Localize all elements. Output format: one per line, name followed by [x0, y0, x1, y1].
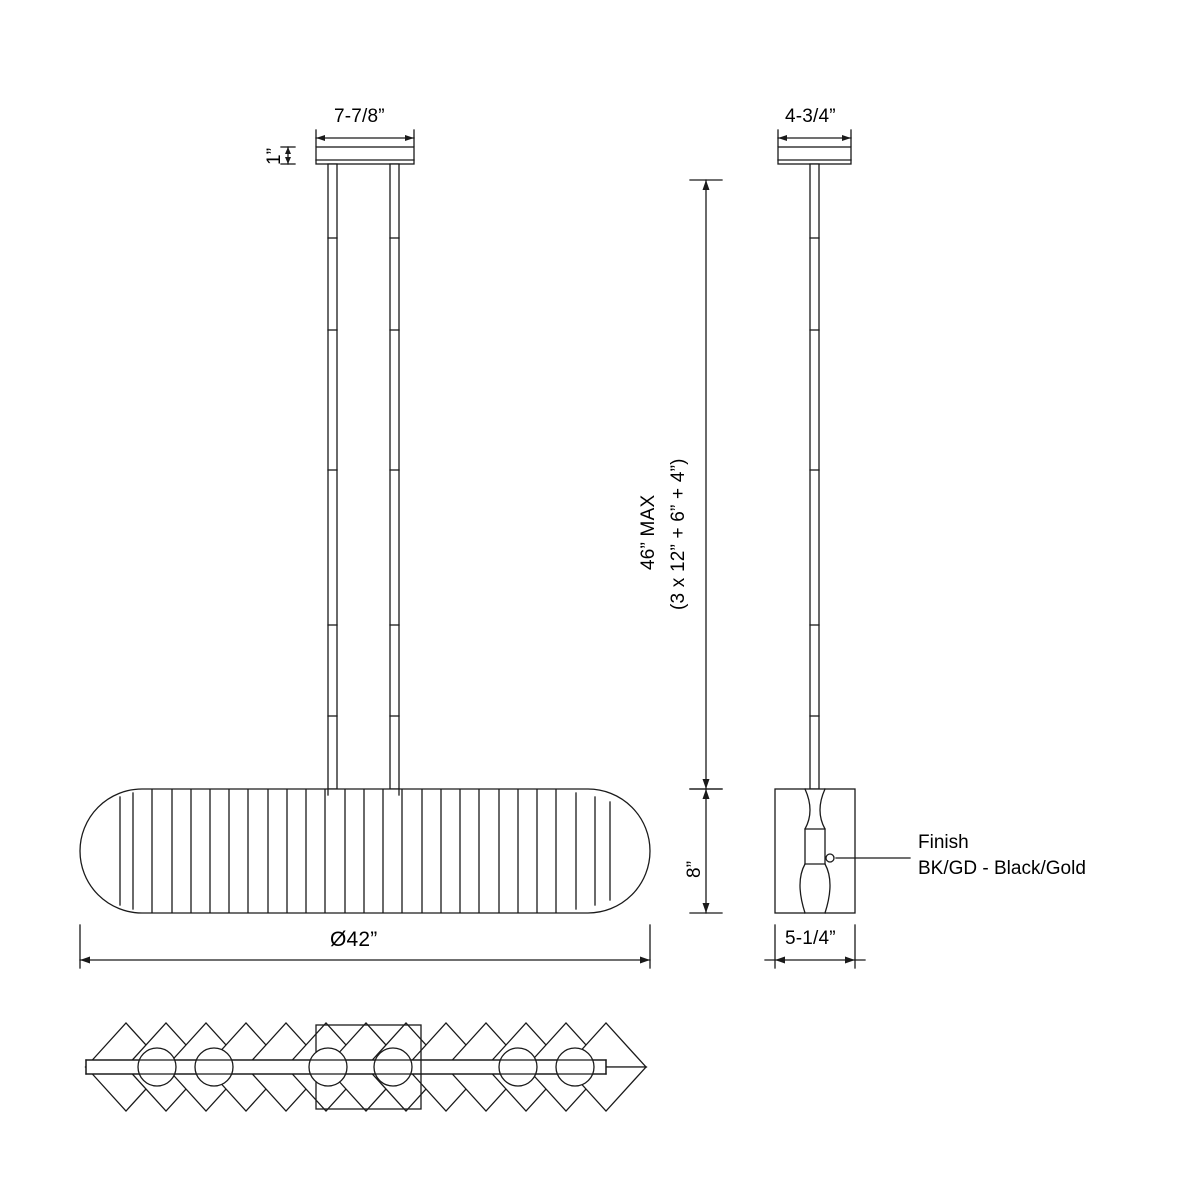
max-drop-breakdown-label: (3 x 12” + 6” + 4”) — [668, 458, 689, 610]
drop-dimension — [690, 180, 722, 789]
finish-callout — [918, 830, 1086, 882]
max-drop-label: 46” MAX — [638, 494, 659, 570]
side-view-group — [690, 130, 910, 968]
side-canopy-width-dimension — [778, 130, 851, 146]
front-stems — [328, 164, 399, 789]
front-view-group — [80, 130, 650, 968]
overall-length-label: Ø42” — [330, 928, 378, 951]
finish-option: BK/GD - Black/Gold — [918, 858, 1086, 879]
canopy-width-dimension — [316, 130, 414, 146]
fixture-height-label: 8” — [684, 860, 705, 878]
fixture-height-dimension — [690, 789, 722, 913]
finish-title: Finish — [918, 832, 969, 853]
plan-view-group — [86, 1023, 646, 1111]
side-stem — [810, 164, 819, 789]
front-fixture-body — [80, 789, 650, 913]
side-fixture-body — [775, 789, 855, 913]
fixture-depth-label: 5-1/4” — [785, 928, 836, 949]
canopy-height-label: 1” — [264, 147, 285, 165]
side-canopy-width-label: 4-3/4” — [785, 106, 836, 127]
canopy-width-label: 7-7/8” — [334, 106, 385, 127]
